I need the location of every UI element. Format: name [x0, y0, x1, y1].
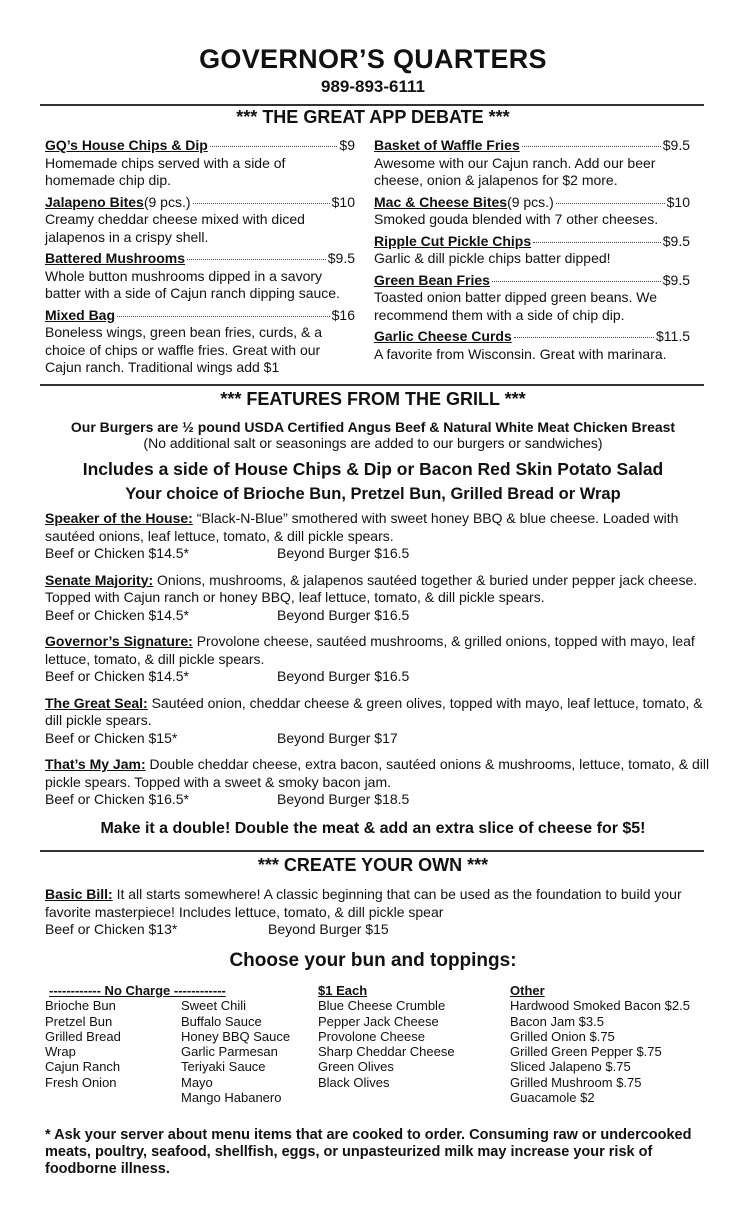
burger-description: Double cheddar cheese, extra bacon, sautéed onions & mushrooms, lettuce, tomato, & dill pickle spears. Topped with a sweet & smoky bacon jam.: [45, 756, 710, 790]
divider: [40, 104, 704, 106]
menu-item: [374, 272, 690, 325]
item-name: Jalapeno Bites: [45, 193, 144, 210]
beyond-burger-price: Beyond Burger $16.5: [277, 668, 410, 684]
topping-item: Guacamole $2: [510, 1090, 595, 1106]
burger-description-line: [45, 756, 710, 791]
sides-info: Includes a side of House Chips & Dip or Bacon Red Skin Potato Salad: [82, 459, 664, 479]
topping-item: Sliced Jalapeno $.75: [510, 1059, 631, 1075]
topping-item: Grilled Mushroom $.75: [510, 1074, 642, 1090]
beyond-burger-price: Beyond Burger $16.5: [277, 545, 410, 561]
basic-bill-desc: It all starts somewhere! A classic beginning that can be used as the foundation to build your favorite masterpiece! Includes lettuce, tomato, & dill pickle spear: [45, 886, 682, 920]
item-name: Ripple Cut Pickle Chips: [374, 232, 532, 249]
one-dollar-list: [318, 998, 455, 1090]
topping-item: Grilled Bread: [45, 1028, 121, 1044]
menu-item: [374, 137, 690, 190]
restaurant-name: GOVERNOR’S QUARTERS: [199, 44, 547, 74]
no-charge-list-b: [181, 998, 290, 1105]
beyond-burger-price: Beyond Burger $16.5: [277, 606, 410, 623]
menu-item: [45, 137, 355, 190]
burger-description-line: [45, 633, 710, 668]
dot-leader: [117, 316, 330, 317]
item-description: Creamy cheddar cheese mixed with diced jalapenos in a crispy shell.: [45, 211, 305, 245]
burger-name: Speaker of the House:: [45, 510, 193, 526]
topping-item: Fresh Onion: [45, 1074, 117, 1090]
burger-prices: [45, 668, 710, 686]
burger-name: Governor’s Signature:: [45, 633, 193, 649]
topping-item: Provolone Cheese: [318, 1028, 425, 1044]
topping-item: Honey BBQ Sauce: [181, 1028, 291, 1044]
phone-number: 989-893-6111: [321, 77, 425, 96]
item-name: Battered Mushrooms: [45, 250, 186, 266]
no-charge-list-a: [45, 998, 181, 1105]
topping-item: Black Olives: [318, 1074, 390, 1090]
topping-item: Sharp Cheddar Cheese: [318, 1044, 455, 1060]
beef-chicken-price: Beef or Chicken $16.5*: [45, 791, 189, 807]
one-dollar-group: [318, 983, 455, 1090]
dot-leader: [187, 259, 326, 260]
divider: [40, 850, 704, 852]
burger-prices: [45, 730, 710, 748]
beyond-burger-price: Beyond Burger $18.5: [277, 791, 410, 807]
burger-item: [45, 695, 710, 748]
topping-item: Bacon Jam $3.5: [510, 1013, 604, 1029]
item-price: $11.5: [656, 328, 690, 344]
item-name: Mac & Cheese Bites: [374, 193, 508, 210]
item-description: Smoked gouda blended with 7 other cheeses.: [374, 211, 659, 227]
no-charge-group: [45, 983, 305, 1105]
dot-leader: [514, 337, 654, 338]
menu-item-header: [374, 272, 690, 290]
grill-intro: Our Burgers are ½ pound USDA Certified Angus Beef & Natural White Meat Chicken Breast: [70, 419, 676, 435]
topping-item: Wrap: [45, 1044, 76, 1060]
apps-right-column: [374, 137, 690, 367]
item-note: (9 pcs.): [143, 193, 191, 210]
item-price: $16: [331, 306, 355, 323]
item-description: Awesome with our Cajun ranch. Add our beer cheese, onion & jalapenos for $2 more.: [374, 154, 656, 188]
menu-item: [374, 194, 690, 229]
burger-item: [45, 756, 710, 809]
beef-chicken-price: Beef or Chicken $14.5*: [45, 545, 189, 561]
grill-note: (No additional salt or seasonings are added to our burgers or sandwiches): [143, 435, 603, 451]
menu-item: [45, 307, 355, 377]
burger-name: That’s My Jam:: [45, 756, 146, 772]
dot-leader: [492, 281, 661, 282]
topping-item: Grilled Green Pepper $.75: [510, 1044, 662, 1060]
menu-item-header: [374, 137, 690, 155]
dot-leader: [193, 203, 330, 204]
apps-left-column: [45, 137, 355, 381]
topping-item: Green Olives: [318, 1059, 394, 1075]
one-dollar-heading: $1 Each: [318, 983, 368, 998]
item-price: $9.5: [662, 232, 690, 249]
other-heading: Other: [510, 983, 545, 998]
topping-item: Buffalo Sauce: [181, 1013, 262, 1029]
burger-description: Onions, mushrooms, & jalapenos sautéed together & buried under pepper jack cheese. Topped with Cajun ranch or honey BBQ, leaf lettuce, tomato, & dill pickle spears.: [45, 571, 698, 605]
item-description: Toasted onion batter dipped green beans. We recommend them with a side of chip dip.: [374, 289, 658, 323]
item-price: $9.5: [662, 137, 690, 153]
item-name: GQ’s House Chips & Dip: [45, 137, 208, 153]
menu-item: [45, 250, 355, 303]
topping-item: Cajun Ranch: [45, 1059, 121, 1075]
topping-item: Mayo: [181, 1074, 213, 1090]
item-description: A favorite from Wisconsin. Great with marinara.: [374, 345, 667, 362]
dot-leader: [533, 242, 661, 243]
burger-description-line: [45, 572, 710, 607]
dot-leader: [522, 146, 661, 147]
menu-item: [374, 328, 690, 363]
dot-leader: [556, 203, 665, 204]
burger-prices: [45, 545, 710, 563]
burger-item: [45, 633, 710, 686]
topping-item: Brioche Bun: [45, 998, 116, 1014]
beef-chicken-price: Beef or Chicken $14.5*: [45, 606, 189, 623]
no-charge-heading: ------------ No Charge ------------: [49, 983, 226, 998]
topping-item: Hardwood Smoked Bacon $2.5: [510, 998, 690, 1014]
beef-chicken-price: Beef or Chicken $14.5*: [45, 668, 189, 684]
beef-chicken-price: Beef or Chicken $15*: [45, 729, 178, 746]
item-description: Whole button mushrooms dipped in a savory batter with a side of Cajun ranch dipping sauce.: [45, 267, 340, 301]
item-price: $9: [339, 137, 355, 153]
burger-item: [45, 510, 710, 563]
menu-item-header: [374, 233, 690, 251]
menu-item: [45, 194, 355, 247]
item-description: Homemade chips served with a side of homemade chip dip.: [45, 154, 286, 188]
burger-name: The Great Seal:: [45, 694, 148, 711]
item-description: Garlic & dill pickle chips batter dipped!: [374, 250, 611, 266]
menu-item-header: [45, 307, 355, 325]
item-price: $9.5: [662, 271, 690, 288]
dot-leader: [210, 146, 338, 147]
menu-item-header: [45, 137, 355, 155]
menu-item-header: [45, 194, 355, 212]
item-description: Boneless wings, green bean fries, curds, & a choice of chips or waffle fries. Great with our Cajun ranch. Traditional wings add $1: [45, 324, 323, 375]
item-name: Garlic Cheese Curds: [374, 328, 512, 344]
topping-item: Garlic Parmesan: [181, 1044, 278, 1060]
item-price: $10: [666, 193, 690, 210]
other-list: [510, 998, 690, 1105]
topping-item: Mango Habanero: [181, 1090, 282, 1106]
burger-description: Provolone cheese, sautéed mushrooms, & grilled onions, topped with mayo, leaf lettuce, tomato, & dill pickle spears.: [45, 633, 695, 667]
basic-bill-beyond-price: Beyond Burger $15: [268, 921, 389, 937]
menu-item: [374, 233, 690, 268]
divider: [40, 384, 704, 386]
item-note: (9 pcs.): [507, 193, 554, 210]
topping-item: Blue Cheese Crumble: [318, 998, 446, 1014]
food-safety-disclaimer: * Ask your server about menu items that are cooked to order. Consuming raw or undercooked meats, poultry, seafood, shellfish, eggs, or unpasteurized milk may increase your risk of foodborne illness.: [45, 1127, 692, 1177]
menu-item-header: [374, 328, 690, 346]
item-name: Basket of Waffle Fries: [374, 137, 520, 153]
choose-heading: Choose your bun and toppings:: [229, 950, 517, 971]
burger-prices: [45, 791, 710, 809]
grill-heading: *** FEATURES FROM THE GRILL ***: [220, 389, 526, 409]
burger-description: Sautéed onion, cheddar cheese & green olives, topped with mayo, leaf lettuce, tomato, & dill pickle spears.: [45, 694, 703, 728]
menu-item-header: [45, 250, 355, 268]
bun-choice: Your choice of Brioche Bun, Pretzel Bun, Grilled Bread or Wrap: [125, 485, 621, 503]
burger-prices: [45, 607, 710, 625]
basic-bill-beef-price: Beef or Chicken $13*: [45, 921, 178, 937]
burger-description-line: [45, 695, 710, 730]
create-heading: *** CREATE YOUR OWN ***: [257, 855, 489, 875]
burger-item: [45, 572, 710, 625]
double-offer: Make it a double! Double the meat & add an extra slice of cheese for $5!: [100, 820, 646, 837]
apps-heading: *** THE GREAT APP DEBATE ***: [236, 107, 510, 127]
topping-item: Sweet Chili: [181, 998, 247, 1014]
item-name: Mixed Bag: [45, 306, 116, 323]
basic-bill-name: Basic Bill:: [45, 886, 113, 902]
item-price: $10: [331, 193, 355, 210]
other-group: [510, 983, 690, 1105]
burger-description-line: [45, 510, 710, 545]
menu-item-header: [374, 194, 690, 212]
item-name: Green Bean Fries: [374, 271, 490, 288]
item-price: $9.5: [327, 250, 355, 266]
beyond-burger-price: Beyond Burger $17: [277, 729, 398, 746]
topping-item: Pepper Jack Cheese: [318, 1013, 439, 1029]
topping-item: Pretzel Bun: [45, 1013, 113, 1029]
topping-item: Teriyaki Sauce: [181, 1059, 266, 1075]
burger-description: “Black-N-Blue” smothered with sweet honey BBQ & blue cheese. Loaded with sautéed onions, leaf lettuce, tomato, & dill pickle spears.: [45, 510, 679, 544]
topping-item: Grilled Onion $.75: [510, 1028, 615, 1044]
basic-bill: [45, 886, 710, 939]
burger-name: Senate Majority:: [45, 571, 154, 588]
burger-list: [45, 510, 710, 818]
